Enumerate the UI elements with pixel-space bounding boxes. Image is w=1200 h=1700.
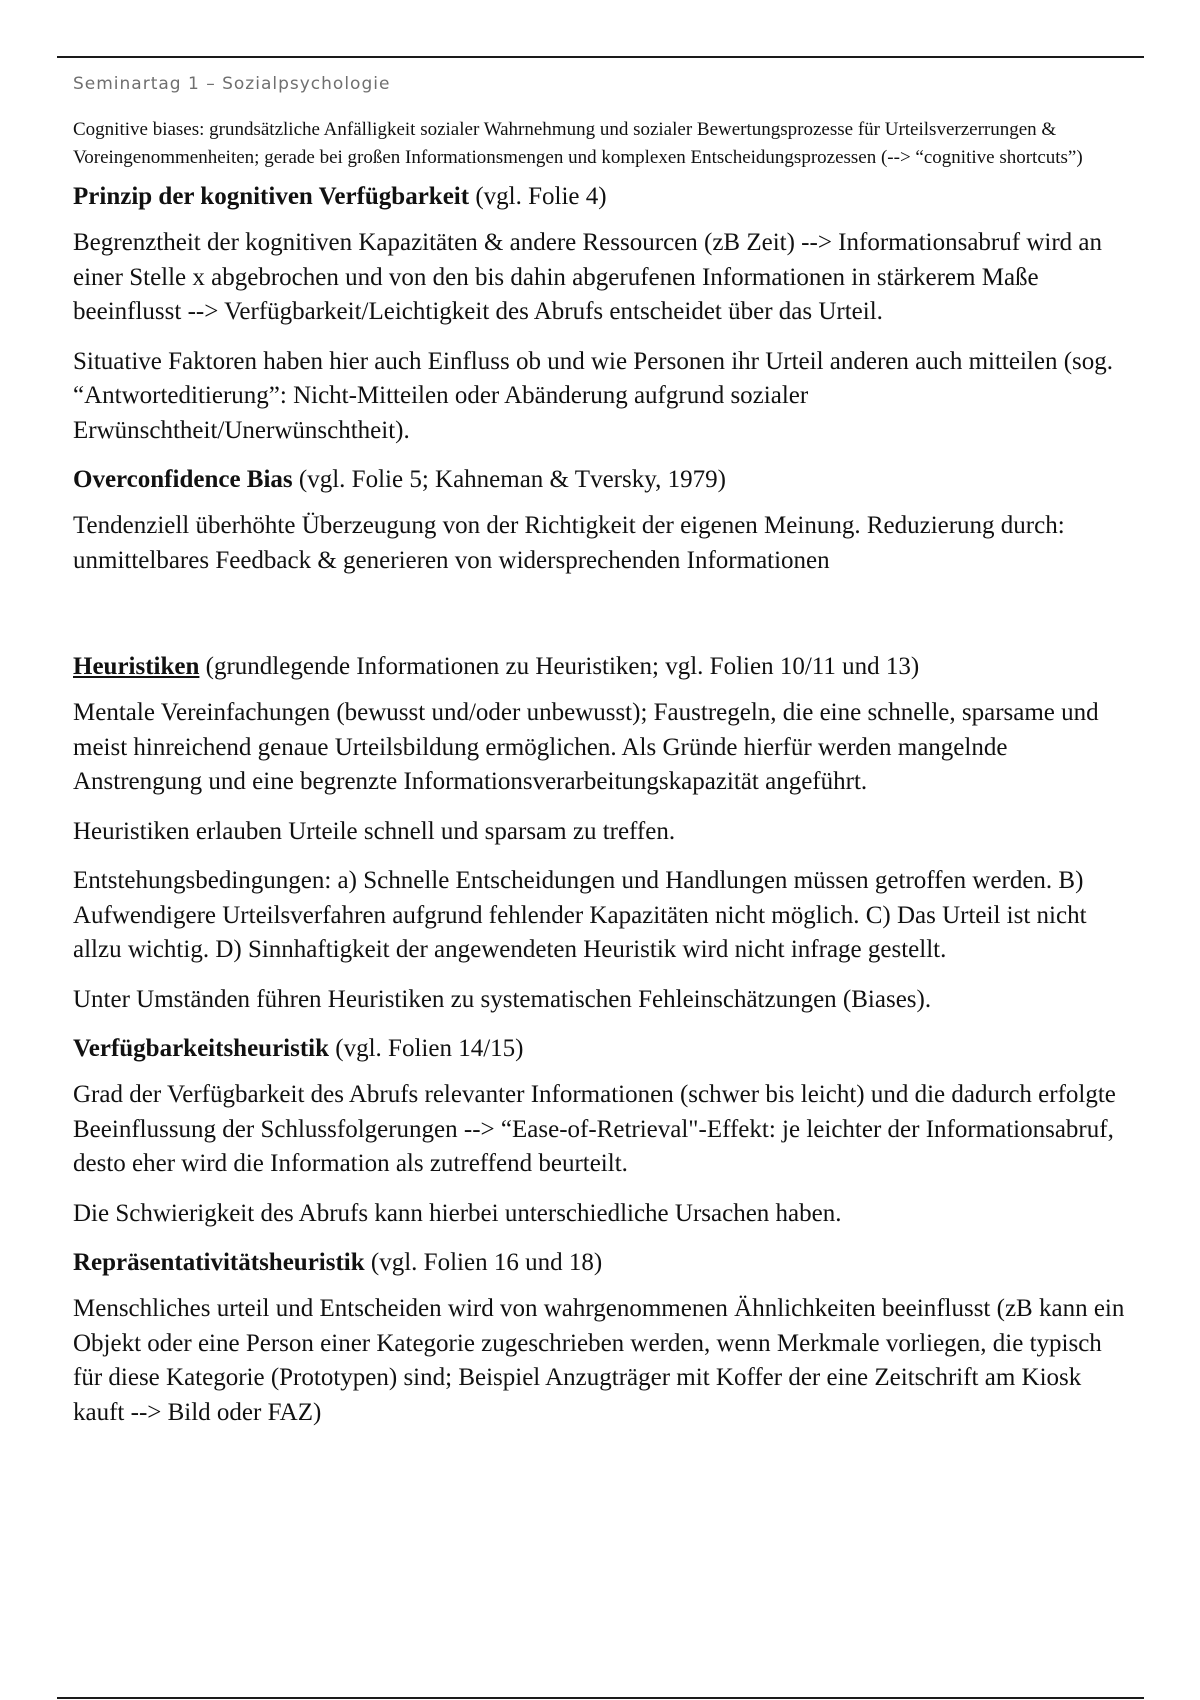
section-heading-heuristiken (73, 650, 1133, 684)
section-heading-repraesentativitaet (73, 1246, 1133, 1280)
section-spacer (73, 593, 1133, 650)
heading-reference: (grundlegende Informationen zu Heuristiken; vgl. Folien 10/11 und 13) (199, 653, 920, 680)
heading-title: Repräsentativitätsheuristik (73, 1249, 365, 1276)
paragraph: Tendenziell überhöhte Überzeugung von der Richtigkeit der eigenen Meinung. Reduzierung durch: unmittelbares Feedback & generieren von widersprechenden Informationen (73, 512, 1065, 574)
heading-title: Heuristiken (73, 653, 200, 680)
header-rule (57, 56, 1144, 58)
section-heading-verfuegbarkeitsheuristik (73, 1032, 1133, 1066)
document-body (73, 116, 1133, 1445)
section-heading-overconfidence (73, 463, 1133, 497)
heading-title: Overconfidence Bias (73, 466, 293, 493)
paragraph: Grad der Verfügbarkeit des Abrufs relevanter Informationen (schwer bis leicht) und die dadurch erfolgte Beeinflussung der Schlussfolgerungen --> “Ease-of-Retrieval"-Effekt: je leichter der Informationsabruf, desto eher wird die Information als zutreffend beurteilt. (73, 1081, 1116, 1177)
footer-rule (57, 1697, 1144, 1699)
paragraph: Die Schwierigkeit des Abrufs kann hierbei unterschiedliche Ursachen haben. (73, 1199, 842, 1227)
intro-paragraph: Cognitive biases: grundsätzliche Anfälligkeit sozialer Wahrnehmung und sozialer Bewertungsprozesse für Urteilsverzerrungen & Voreingenommenheiten; gerade bei großen Informationsmengen und komplexen Entscheidungsprozessen (--> “cognitive shortcuts”) (73, 119, 1083, 168)
heading-reference: (vgl. Folie 4) (469, 183, 607, 210)
heading-reference: (vgl. Folie 5; Kahneman & Tversky, 1979) (292, 466, 726, 493)
heading-reference: (vgl. Folien 14/15) (329, 1035, 524, 1062)
paragraph: Unter Umständen führen Heuristiken zu systematischen Fehleinschätzungen (Biases). (73, 985, 932, 1013)
section-heading-verfuegbarkeit (73, 180, 1133, 214)
heading-reference: (vgl. Folien 16 und 18) (364, 1249, 603, 1276)
paragraph: Heuristiken erlauben Urteile schnell und sparsam zu treffen. (73, 817, 676, 845)
page-header: Seminartag 1 – Sozialpsychologie (73, 74, 391, 94)
paragraph: Entstehungsbedingungen: a) Schnelle Entscheidungen und Handlungen müssen getroffen werden. B) Aufwendigere Urteilsverfahren aufgrund fehlender Kapazitäten nicht möglich. C) Das Urteil ist nicht allzu wichtig. D) Sinnhaftigkeit der angewendeten Heuristik wird nicht infrage gestellt. (73, 867, 1087, 963)
paragraph: Situative Faktoren haben hier auch Einfluss ob und wie Personen ihr Urteil anderen auch mitteilen (sog. “Antworteditierung”: Nicht-Mitteilen oder Abänderung aufgrund sozialer Erwünschtheit/Unerwünschtheit). (73, 347, 1114, 444)
heading-title: Verfügbarkeitsheuristik (73, 1035, 330, 1062)
heading-title: Prinzip der kognitiven Verfügbarkeit (73, 183, 470, 210)
paragraph: Begrenztheit der kognitiven Kapazitäten & andere Ressourcen (zB Zeit) --> Informationsabruf wird an einer Stelle x abgebrochen und von den bis dahin abgerufenen Informationen in stärkerem Maße beeinflusst --> Verfügbarkeit/Leichtigkeit des Abrufs entscheidet über das Urteil. (73, 229, 1102, 325)
paragraph: Mentale Vereinfachungen (bewusst und/oder unbewusst); Faustregeln, die eine schnelle, sparsame und meist hinreichend genaue Urteilsbildung ermöglichen. Als Gründe hierfür werden mangelnde Anstrengung und eine begrenzte Informationsverarbeitungskapazität angeführt. (73, 699, 1099, 795)
paragraph: Menschliches urteil und Entscheiden wird von wahrgenommenen Ähnlichkeiten beeinflusst (zB kann ein Objekt oder eine Person einer Kategorie zugeschrieben werden, wenn Merkmale vorliegen, die typisch für diese Kategorie (Prototypen) sind; Beispiel Anzugträger mit Koffer der eine Zeitschrift am Kiosk kauft --> Bild oder FAZ) (73, 1295, 1125, 1426)
